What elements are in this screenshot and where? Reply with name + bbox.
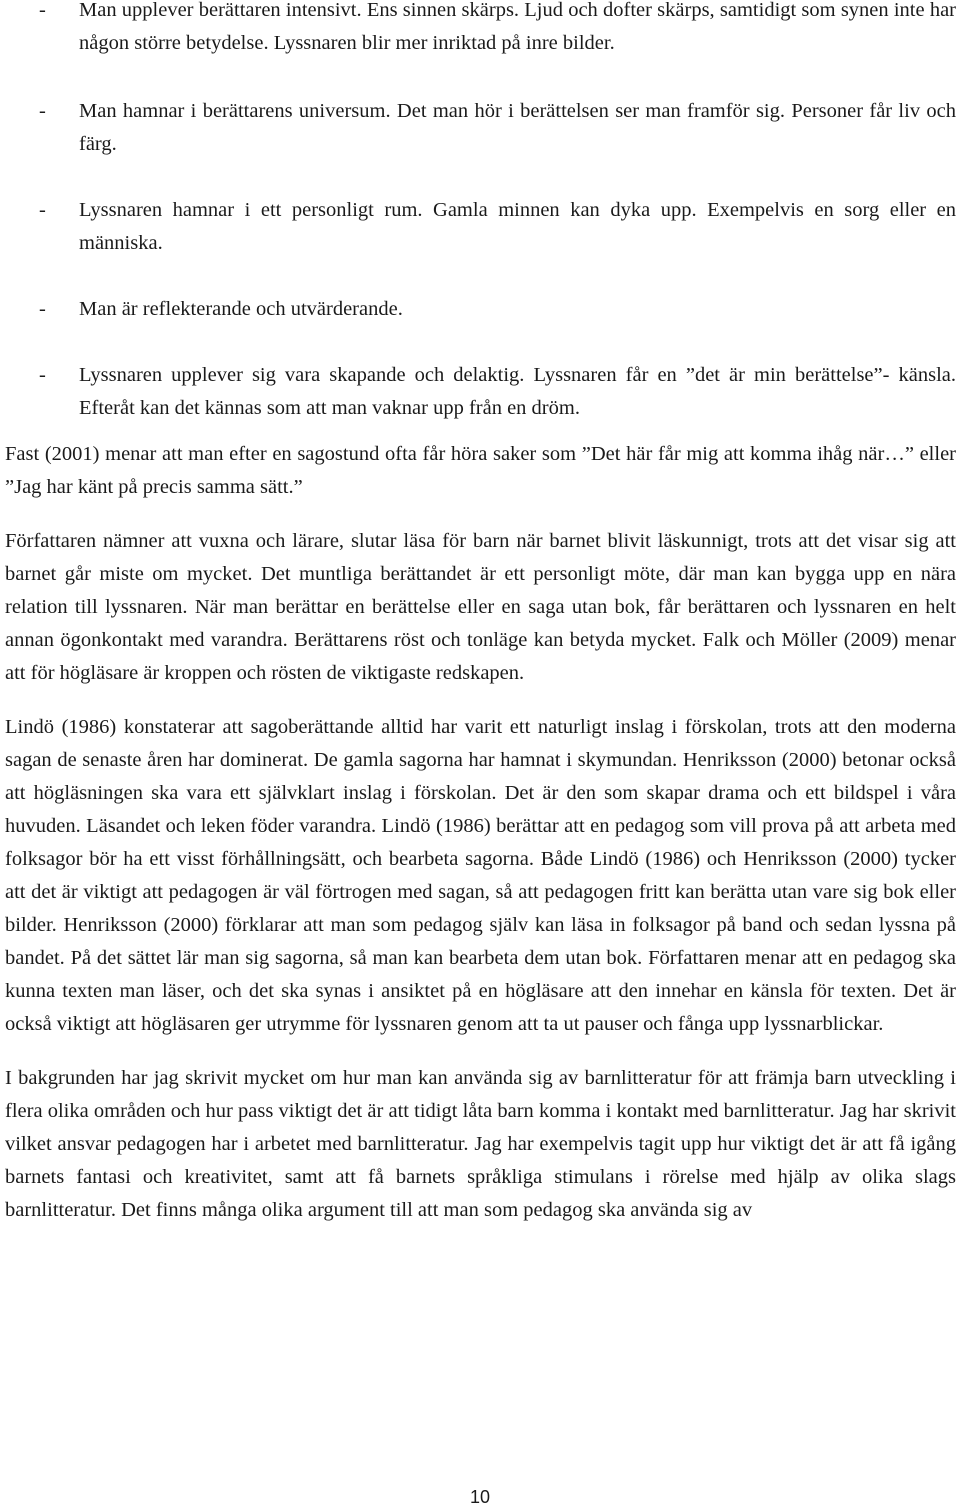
body-paragraph: I bakgrunden har jag skrivit mycket om hur man kan använda sig av barnlitteratur för att främja barn utveckling i flera olika områden och hur pass viktigt det är att tidigt låta barn komma i kontakt med barnlitteratur. Jag har skrivit vilket ansvar pedagogen har i arbetet med barnlitteratur. Jag har exempelvis tagit upp hur viktigt det är att få igång barnets fantasi och kreativitet, samt att få barnets språkliga stimulans i rörelse med hjälp av olika slags barnlitteratur. Det finns många olika argument till att man som pedagog ska använda sig av xyxy=(5,1067,956,1221)
bullet-dash: - xyxy=(39,364,46,386)
bullet-list xyxy=(5,0,956,425)
document-page xyxy=(5,0,956,1227)
body-paragraph: Lindö (1986) konstaterar att sagoberättande alltid har varit ett naturligt inslag i förskolan, trots att den moderna sagan de senaste åren har dominerat. De gamla sagorna har hamnat i skymundan. Henriksson (2000) betonar också att högläsningen ska vara ett självklart inslag i förskolan. Det är den som skapar drama och ett bildspel i våra huvuden. Läsandet och leken föder varandra. Lindö (1986) berättar att en pedagog som vill prova på att arbeta med folksagor bör ha ett visst förhållningsätt, och bearbeta sagorna. Både Lindö (1986) och Henriksson (2000) tycker att det är viktigt att pedagogen är väl förtrogen med sagan, så att pedagogen fritt kan berätta utan vare sig bok eller bilder. Henriksson (2000) förklarar att man som pedagog själv kan läsa in folksagor på band och sedan lyssna på bandet. På det sättet lär man sig sagorna, så man kan bearbeta dem utan bok. Författaren menar att en pedagog ska kunna texten man läser, och det ska synas i ansiktet på en högläsare att den innehar en känsla för texten. Det är också viktigt att högläsaren ger utrymme för lyssnaren genom att ta ut pauser och fånga upp lyssnarblickar. xyxy=(5,716,956,1035)
bullet-item xyxy=(5,0,956,60)
bullet-dash: - xyxy=(39,0,46,21)
bullet-text: Man hamnar i berättarens universum. Det man hör i berättelsen ser man framför sig. Personer får liv och färg. xyxy=(79,100,956,155)
page-number: 10 xyxy=(469,1487,491,1507)
bullet-item xyxy=(5,194,956,260)
body-paragraph: Författaren nämner att vuxna och lärare, slutar läsa för barn när barnet blivit läskunnigt, trots att det visar sig att barnet går miste om mycket. Det muntliga berättandet är ett personligt möte, där man kan bygga upp en nära relation till lyssnaren. När man berättar en berättelse eller en saga utan bok, får berättaren och lyssnaren en helt annan ögonkontakt med varandra. Berättarens röst och tonläge kan betyda mycket. Falk och Möller (2009) menar att för högläsare är kroppen och rösten de viktigaste redskapen. xyxy=(5,530,956,684)
body-paragraph: Fast (2001) menar att man efter en sagostund ofta får höra saker som ”Det här får mig att komma ihåg när…” eller ”Jag har känt på precis samma sätt.” xyxy=(5,443,956,498)
bullet-text: Man upplever berättaren intensivt. Ens sinnen skärps. Ljud och dofter skärps, samtidigt som synen inte har någon större betydelse. Lyssnaren blir mer inriktad på inre bilder. xyxy=(79,0,956,54)
bullet-dash: - xyxy=(39,199,46,221)
bullet-text: Lyssnaren hamnar i ett personligt rum. Gamla minnen kan dyka upp. Exempelvis en sorg eller en människa. xyxy=(79,199,956,254)
bullet-dash: - xyxy=(39,298,46,320)
bullet-text: Man är reflekterande och utvärderande. xyxy=(79,298,403,320)
bullet-dash: - xyxy=(39,100,46,122)
bullet-item xyxy=(5,293,956,326)
bullet-text: Lyssnaren upplever sig vara skapande och delaktig. Lyssnaren får en ”det är min berättelse”- känsla. Efteråt kan det kännas som att man vaknar upp från en dröm. xyxy=(79,364,956,419)
bullet-item xyxy=(5,95,956,161)
bullet-item xyxy=(5,359,956,425)
